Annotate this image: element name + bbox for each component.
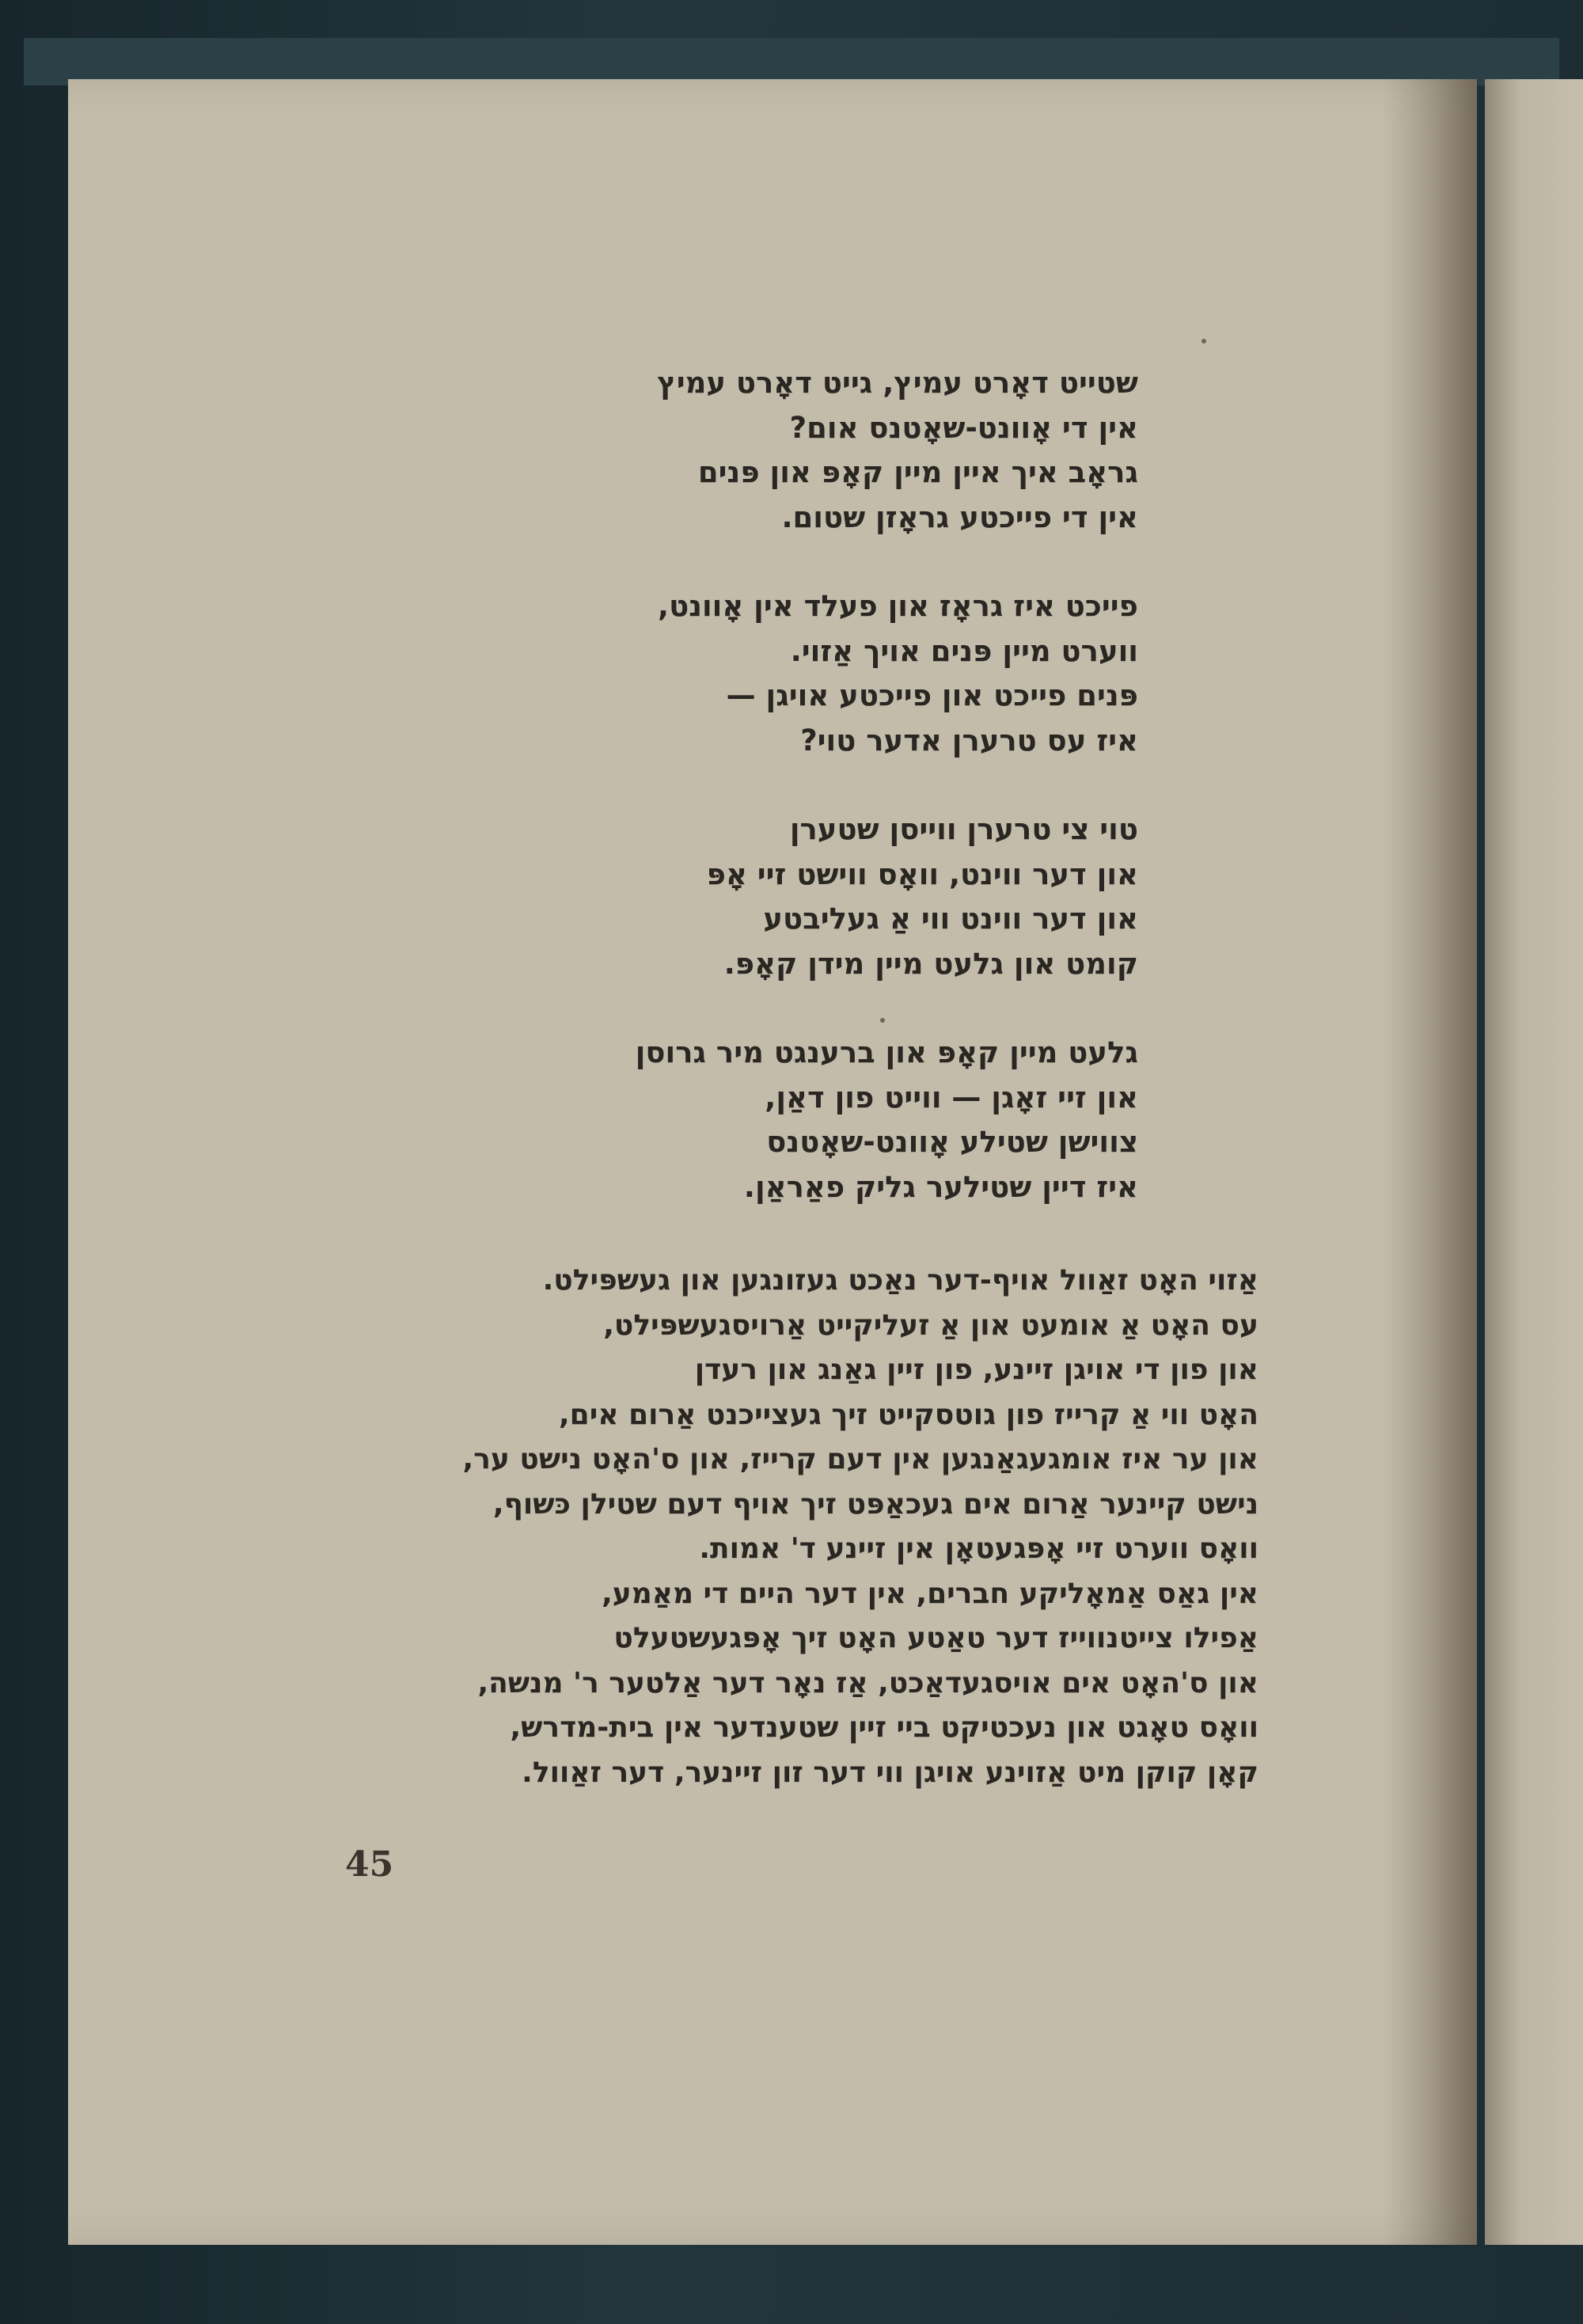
poem-line: און זיי זאָגן — ווייט פון דאַן, (765, 1080, 1138, 1115)
poem-line: פּנים פייכט און פייכטע אויגן — (726, 678, 1138, 712)
poem-line: אין די פייכטע גראָזן שטום. (781, 499, 1138, 534)
prose-line: אַפילו צייטנווייז דער טאַטע האָט זיך אָפּגעשטעלט (613, 1622, 1258, 1654)
stanza (426, 807, 1138, 986)
cover-edge (24, 38, 1559, 85)
prose-line: עס האָט אַ אומעט און אַ זעליקייט אַרויסגעשפּילט, (603, 1308, 1258, 1342)
page-number: 45 (345, 1844, 394, 1885)
poem-line: איז עס טרערן אדער טוי? (800, 723, 1138, 758)
poem-line: ווערט מיין פּנים אויך אַזוי. (790, 633, 1138, 668)
prose-line: קאָן קוקן מיט אַזוינע אויגן ווי דער זון זיינער, דער זאַוול. (522, 1756, 1258, 1789)
prose-line: און ס'האָט אים אויסגעדאַכט, אַז נאָר דער אַלטער ר' מנשה, (477, 1666, 1258, 1699)
page-gutter-shadow (1382, 79, 1477, 2245)
poem-line: קומט און גלעט מיין מידן קאָפּ. (723, 946, 1138, 981)
paper-speck (1201, 339, 1206, 344)
stanza (426, 584, 1138, 763)
poem-line: טוי צי טרערן ווייסן שטערן (789, 812, 1138, 846)
prose-line: אַזוי האָט זאַוול אויף-דער נאַכט געזונגען און געשפּילט. (542, 1264, 1258, 1297)
prose-line: וואָס טאָגט און נעכטיקט ביי זיין שטענדער אין בית-מדרש, (510, 1711, 1258, 1744)
adjacent-page-edge (1485, 79, 1583, 2245)
poem-line: שטייט דאָרט עמיץ, גייט דאָרט עמיץ (657, 366, 1138, 400)
prose-line: אין גאַס אַמאָליקע חברים, אין דער היים די מאַמע, (602, 1577, 1258, 1610)
poem-line: גראָב איך איין מיין קאָפּ און פּנים (697, 455, 1138, 489)
prose-line: און ער איז אומגעגאַנגען אין דעם קרייז, און ס'האָט נישט ער, (462, 1443, 1258, 1475)
prose-line: און פון די אויגן זיינע, פון זיין גאַנג און רעדן (694, 1354, 1258, 1386)
poem (426, 361, 1138, 1254)
prose-line: וואָס ווערט זיי אָפּגעטאָן אין זיינע ד' אמות. (699, 1532, 1258, 1565)
poem-line: פייכט איז גראָז און פעלד אין אָוונט, (658, 589, 1138, 623)
poem-line: גלעט מיין קאָפּ און ברענגט מיר גרוסן (635, 1035, 1138, 1069)
poem-line: צווישן שטילע אָוונט-שאָטנס (766, 1125, 1138, 1159)
prose-paragraph (388, 1259, 1258, 1795)
stanza (426, 361, 1138, 540)
poem-line: אין די אָוונט-שאָטנס אום? (789, 410, 1138, 445)
prose-line: נישט קיינער אַרום אים געכאַפּט זיך אויף דעם שטילן כּשוף, (492, 1487, 1258, 1521)
poem-line: און דער ווינט ווי אַ געליבטע (763, 902, 1138, 936)
prose-line: האָט ווי אַ קרייז פון גוטסקייט זיך געצייכנט אַרום אים, (558, 1398, 1258, 1431)
stanza (426, 1031, 1138, 1209)
poem-line: איז דיין שטילער גליק פאַראַן. (743, 1169, 1138, 1204)
poem-line: און דער ווינט, וואָס ווישט זיי אָפּ (706, 856, 1138, 891)
